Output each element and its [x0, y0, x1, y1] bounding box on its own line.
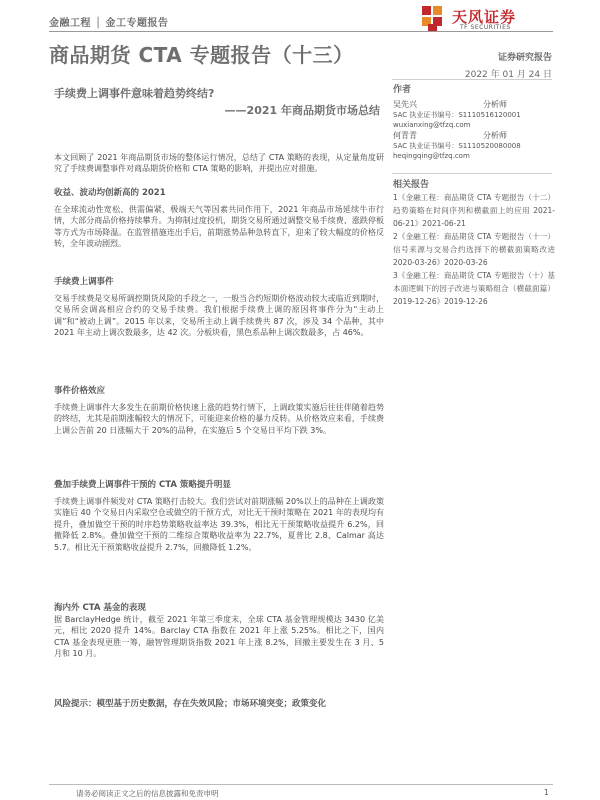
- report-category: 金融工程 │ 金工专题报告: [49, 18, 169, 29]
- logo-text-cn: 天风证券: [452, 8, 517, 26]
- section-heading: 事件价格效应: [54, 386, 106, 396]
- section-heading: 手续费上调事件: [54, 277, 114, 287]
- report-date: 2022 年 01 月 24 日: [464, 70, 552, 80]
- related-report-item[interactable]: 1《金融工程：商品期货 CTA 专题报告（十二）趋势策略在时间序列和横截面上的应用 2021-06-21》2021-06-21: [393, 193, 555, 228]
- section-label: 证券研究报告: [497, 53, 552, 63]
- related-report-item[interactable]: 2《金融工程：商品期货 CTA 专题报告（十一）信号来源与交易合约选择下的横截面策略改进 2020-03-26》2020-03-26: [393, 232, 555, 267]
- author-role: 分析师: [483, 131, 507, 140]
- author-name: 吴先兴: [393, 100, 417, 109]
- author-card: [393, 131, 553, 161]
- related-report-item[interactable]: 3《金融工程：商品期货 CTA 专题报告（十）基本面逻辑下的因子改进与策略组合（横截面篇）2019-12-26》2019-12-26: [393, 271, 555, 306]
- report-title: 商品期货 CTA 专题报告（十三）: [49, 43, 354, 67]
- sidebar-divider: [392, 79, 552, 80]
- intro-paragraph: 本文回顾了 2021 年商品期货市场的整体运行情况，总结了 CTA 策略的表现，从定量角度研究了手续费调整事件对商品期货价格和 CTA 策略的影响，并提出应对措施。: [54, 153, 384, 174]
- author-name: 何青青: [393, 131, 417, 140]
- logo-mark-icon: [420, 4, 450, 32]
- sidebar-divider: [392, 173, 552, 174]
- logo-text-en: TF SECURITIES: [460, 24, 511, 31]
- company-logo: [420, 4, 550, 32]
- section-paragraph: 手续费上调事件大多发生在前期价格快速上涨的趋势行情下，上调政策实施后往往伴随着趋势的终结，尤其是前期涨幅较大的情况下，可能迎来价格的暴力反转。从价格效应来看，手续费上调公告前 20 日涨幅大于 20%的品种，在实施后 5 个交易日平均下跌 3%。: [54, 403, 384, 435]
- footer-disclaimer: 请务必阅读正文之后的信息披露和免责申明: [76, 789, 219, 798]
- author-card: [393, 100, 553, 130]
- report-subtitle-2: ——2021 年商品期货市场总结: [224, 104, 380, 117]
- section-heading: 海内外 CTA 基金的表现: [54, 603, 146, 613]
- section-heading: 收益、波动均创新高的 2021: [54, 188, 166, 198]
- section-paragraph: 手续费上调事件频发对 CTA 策略打击较大。我们尝试对前期涨幅 20%以上的品种在上调政策实施后 40 个交易日内采取空仓或做空的干预方式，对比无干预时策略在 2021 年的表现均有提升，叠加做空干预的时序趋势策略收益率达 39.3%，相比无干预策略收益提升 6.2%，回撤降低 2.8%。叠加做空干预的二维综合策略收益率为 22.7%，夏普比 2.8、Calmar 高达 5.7。相比无干预策略收益提升 2.7%，回撤降低 1.2%。: [54, 497, 384, 552]
- related-reports: [393, 191, 555, 308]
- section-paragraph: 据 BarclayHedge 统计，截至 2021 年第三季度末，全球 CTA 基金管理规模达 3430 亿美元，相比 2020 提升 14%。Barclay CTA 指数在 2021 年上涨 5.25%。相比之下，国内 CTA 基金表现更胜一筹，融智管理期货指数 2021 年上涨 8.2%，回撤主要发生在 3 月、5 月和 10 月。: [54, 615, 384, 659]
- author-sac: SAC 执业证书编号：S1110516120001: [393, 111, 521, 119]
- author-email[interactable]: heqingqing@tfzq.com: [393, 152, 470, 160]
- author-email[interactable]: wuxianxing@tfzq.com: [393, 121, 471, 129]
- footer-divider: [49, 784, 553, 785]
- section-paragraph: 交易手续费是交易所调控期货风险的手段之一，一般当合约短期价格波动较大或临近到期时，交易所会调高相应合约的交易手续费。我们根据手续费上调的原因将事件分为“主动上调”和“被动上调”。2015 年以来，交易所主动上调手续费共 87 次，涉及 34 个品种，其中 2021 年主动上调次数最多，达 42 次。分板块看，黑色系品种上调次数最多，占 46%。: [54, 294, 384, 338]
- page-number: 1: [544, 788, 549, 797]
- authors-heading: 作者: [393, 85, 412, 95]
- section-heading: 叠加手续费上调事件干预的 CTA 策略提升明显: [54, 480, 231, 490]
- author-sac: SAC 执业证书编号：S1110520080008: [393, 142, 521, 150]
- section-paragraph: 在全球流动性宽松、供需偏紧、极端天气等因素共同作用下，2021 年商品市场延续牛市行情，大部分商品价格持续攀升。为抑制过度投机，期货交易所通过调整交易手续费、涨跌停板等方式为市场降温。在监管措施连出手后，前期涨势品种急转直下，迎来了较大幅度的价格反转，全年波动剧烈。: [54, 205, 384, 249]
- author-role: 分析师: [483, 100, 507, 109]
- report-subtitle: 手续费上调事件意味着趋势终结?: [54, 87, 215, 100]
- risk-warning: 风险提示：模型基于历史数据，存在失效风险；市场环境突变；政策变化: [54, 699, 327, 709]
- related-heading: 相关报告: [393, 180, 430, 190]
